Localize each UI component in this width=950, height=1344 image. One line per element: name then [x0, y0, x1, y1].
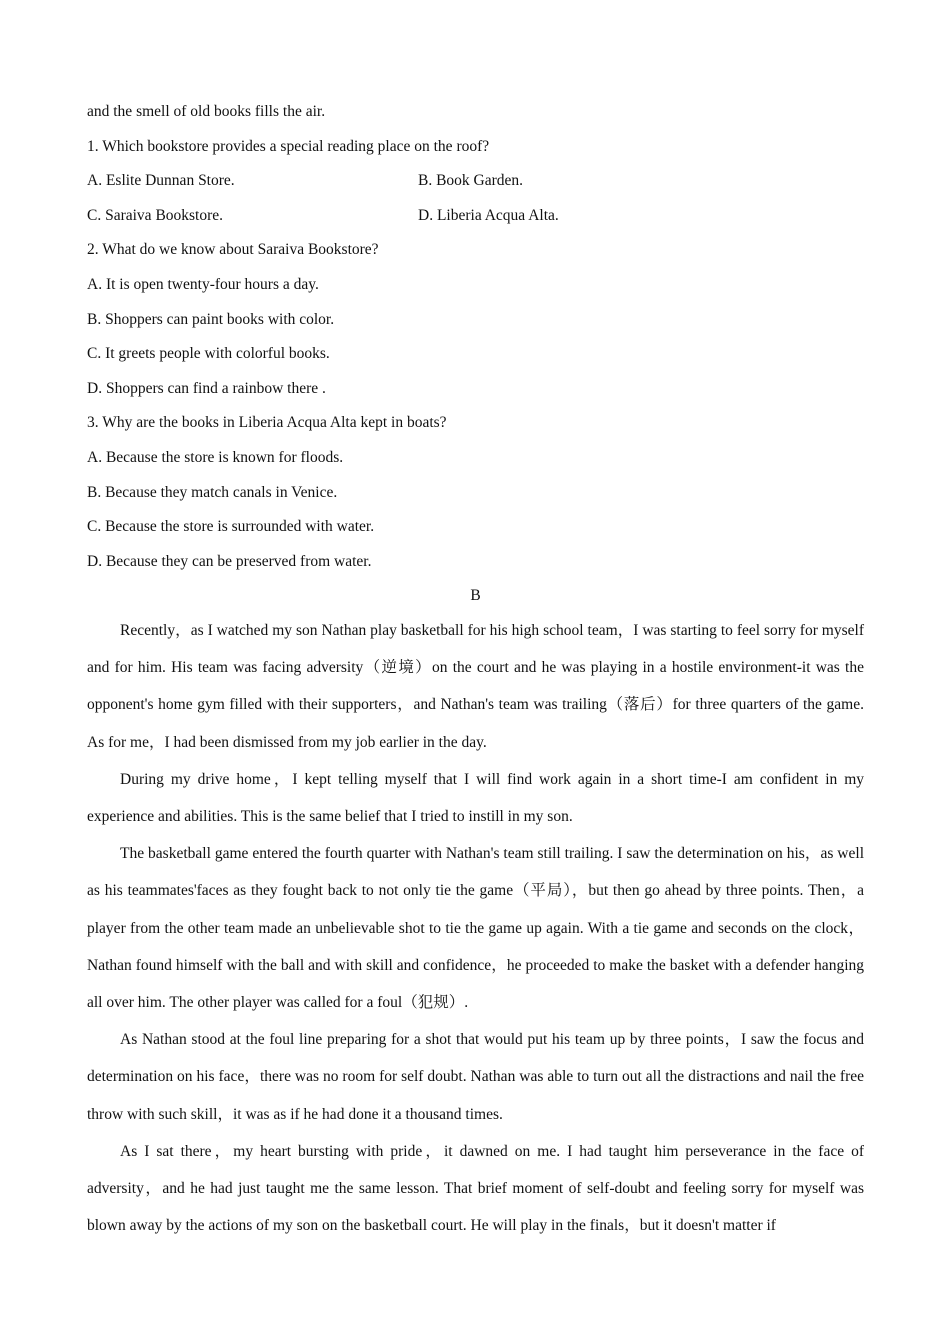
question-1-options-row-2 — [87, 203, 864, 238]
passage-b-paragraph-3: The basketball game entered the fourth quarter with Nathan's team still trailing. I saw the determination on his，as well as his teammates'faces as they fought back to not only tie the game（平局），but then go ahead by three points. Then，a player from the other team made an unbelievable shot to tie the game up again. With a tie game and seconds on the clock，Nathan found himself with the ball and with skill and confidence，he proceeded to make the basket with a defender hanging all over him. The other player was called for a foul（犯规）. — [87, 845, 864, 1011]
passage-b-paragraph-5: As I sat there，my heart bursting with pride，it dawned on me. I had taught him perseverance in the face of adversity，and he had just taught me the same lesson. That brief moment of self-doubt and feeling sorry for myself was blown away by the actions of my son on the basketball court. He will play in the finals，but it doesn't matter if — [87, 1142, 864, 1235]
question-2-option-a: A. It is open twenty-four hours a day. — [87, 275, 319, 293]
question-3-option-d: D. Because they can be preserved from water. — [87, 552, 372, 570]
question-3-option-b: B. Because they match canals in Venice. — [87, 483, 338, 501]
question-3-option-c: C. Because the store is surrounded with water. — [87, 518, 375, 536]
page-content — [87, 99, 864, 1250]
question-1-options-row-1 — [87, 168, 864, 203]
question-1-stem: 1. Which bookstore provides a special reading place on the roof? — [87, 137, 490, 155]
passage-b-paragraph-4: As Nathan stood at the foul line preparing for a shot that would put his team up by three points，I saw the focus and determination on his face，there was no room for self doubt. Nathan was able to turn out all the distractions and nail the free throw with such skill，it was as if he had done it a thousand times. — [87, 1031, 864, 1123]
question-2-option-b: B. Shoppers can paint books with color. — [87, 310, 335, 328]
question-3-option-a: A. Because the store is known for floods. — [87, 448, 344, 466]
question-2-option-d: D. Shoppers can find a rainbow there . — [87, 379, 326, 397]
passage-b-paragraph-2: During my drive home，I kept telling myself that I will find work again in a short time-I am confident in my experience and abilities. This is the same belief that I tried to instill in my son. — [87, 770, 864, 825]
question-1-option-a: A. Eslite Dunnan Store. — [87, 172, 235, 190]
question-1-option-b: B. Book Garden. — [418, 172, 524, 190]
question-3-stem: 3. Why are the books in Liberia Acqua Alta kept in boats? — [87, 414, 447, 432]
section-b-heading: B — [470, 587, 481, 605]
question-1-option-d: D. Liberia Acqua Alta. — [418, 206, 559, 224]
question-2-option-c: C. It greets people with colorful books. — [87, 345, 330, 363]
passage-a-ending: and the smell of old books fills the air. — [87, 103, 326, 120]
passage-b-paragraph-1: Recently，as I watched my son Nathan play basketball for his high school team，I was starting to feel sorry for myself and for him. His team was facing adversity（逆境）on the court and he was playing in a hostile environment-it was the opponent's home gym filled with their supporters，and Nathan's team was trailing（落后）for three quarters of the game. As for me，I had been dismissed from my job earlier in the day. — [87, 621, 864, 751]
question-1-option-c: C. Saraiva Bookstore. — [87, 206, 224, 224]
question-2-stem: 2. What do we know about Saraiva Bookstore? — [87, 241, 379, 259]
